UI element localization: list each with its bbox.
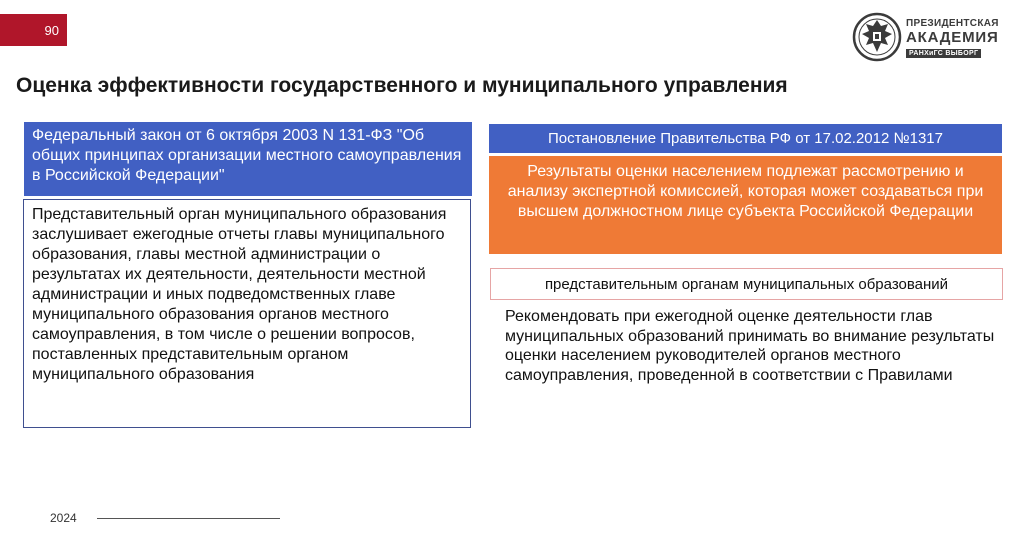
representative-label: представительным органам муниципальных образований <box>544 275 949 293</box>
page-title: Оценка эффективности государственного и муниципального управления <box>16 74 788 97</box>
logo-text-line1: ПРЕЗИДЕНТСКАЯ <box>906 18 999 29</box>
federal-law-body: Представительный орган муниципального образования заслушивает ежегодные отчеты главы муниципального образования, главы местной администрации о результатах их деятельности, деятельности местной администрации и иных подведомственных главе муниципального образования органов местного самоуправления, в том числе о решении вопросов, поставленных представительным органом муниципального образования <box>23 199 471 428</box>
decree-label: Постановление Правительства РФ от 17.02.2012 №1317 <box>548 130 943 147</box>
logo-text-line3: РАНХиГС ВЫБОРГ <box>906 49 981 58</box>
footer-divider <box>97 518 280 519</box>
page-number: 90 <box>44 22 59 38</box>
representative-bodies-box <box>490 268 1003 300</box>
page-number-badge <box>0 14 67 46</box>
recommendation-text: Рекомендовать при ежегодной оценке деятельности глав муниципальных образований принимать во внимание результаты оценки населением руководителей органов местного самоуправления, проведенной в соответствии с Правилами <box>505 308 995 384</box>
expert-commission-box: Результаты оценки населением подлежат рассмотрению и анализу экспертной комиссией, которая может создаваться при высшем должностном лице субъекта Российской Федерации <box>489 156 1002 254</box>
government-decree-header <box>489 124 1002 153</box>
logo-text-line2: АКАДЕМИЯ <box>906 29 999 46</box>
eagle-emblem-icon <box>852 8 902 66</box>
footer-year: 2024 <box>50 511 77 525</box>
academy-logo <box>852 8 1002 66</box>
federal-law-header: Федеральный закон от 6 октября 2003 N 131-ФЗ "Об общих принципах организации местного самоуправления в Российской Федерации" <box>24 122 472 196</box>
